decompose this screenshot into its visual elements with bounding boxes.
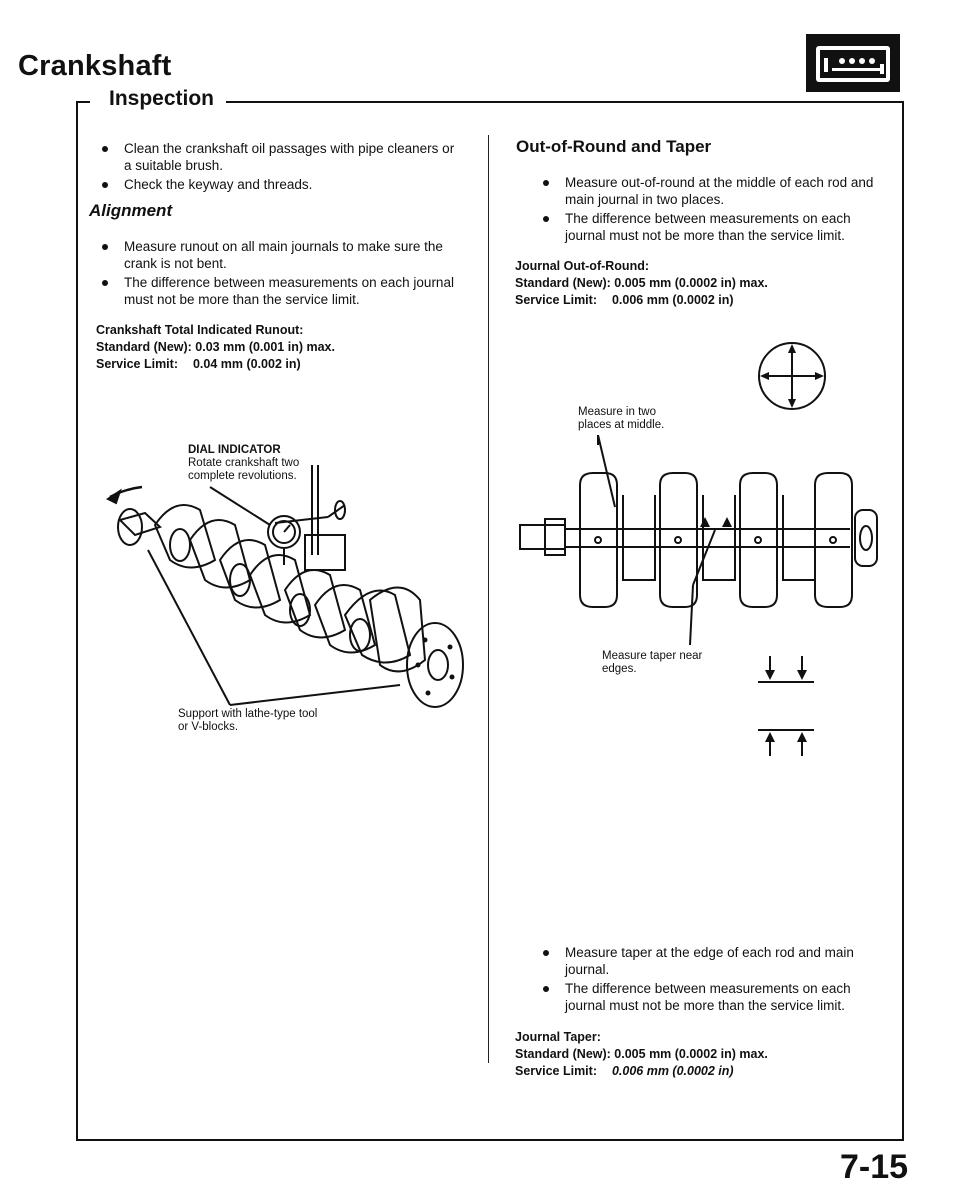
frame-line: [76, 1139, 904, 1141]
spec-service: [515, 292, 895, 309]
list-item: Measure runout on all main journals to make sure the crank is not bent.: [100, 238, 465, 272]
out-of-round-section: [541, 174, 885, 246]
list-item: Measure taper at the edge of each rod and main journal.: [541, 944, 885, 978]
list-item: The difference between measurements on each journal must not be more than the service limit.: [100, 274, 465, 308]
alignment-section: [100, 238, 465, 310]
spec-standard: Standard (New): 0.005 mm (0.0002 in) max.: [515, 276, 768, 290]
measure-two-places-icon: [754, 338, 830, 414]
spec-title: Crankshaft Total Indicated Runout:: [96, 323, 304, 337]
column-divider: [488, 135, 489, 1063]
alignment-list: [100, 238, 465, 308]
spec-service: [96, 356, 476, 373]
spec-service-label: Service Limit:: [515, 1064, 597, 1078]
taper-arrows-down-icon: [752, 650, 832, 690]
alignment-heading: Alignment: [89, 201, 173, 220]
dial-indicator-label: DIAL INDICATOR: [188, 444, 281, 456]
left-column: [100, 140, 465, 195]
out-of-round-list: [541, 174, 885, 244]
middle-note: Measure in two places at middle.: [578, 406, 665, 431]
spec-service: [515, 1063, 895, 1080]
spec-standard: Standard (New): 0.005 mm (0.0002 in) max.: [515, 1047, 768, 1061]
taper-section: [541, 944, 885, 1016]
spec-service-label: Service Limit:: [96, 357, 178, 371]
crankshaft-side-figure: [505, 435, 890, 650]
frame-line: [76, 101, 90, 103]
list-item: Clean the crankshaft oil passages with pipe cleaners or a suitable brush.: [100, 140, 465, 174]
frame-line: [222, 101, 904, 103]
out-of-round-heading: Out-of-Round and Taper: [516, 137, 712, 156]
spec-standard: Standard (New): 0.03 mm (0.001 in) max.: [96, 340, 335, 354]
crankshaft-alignment-figure: [100, 465, 480, 740]
spec-title: Journal Out-of-Round:: [515, 259, 649, 273]
frame-line: [902, 101, 904, 1141]
list-item: Measure out-of-round at the middle of each rod and main journal in two places.: [541, 174, 885, 208]
taper-list: [541, 944, 885, 1014]
page-number: 7-15: [840, 1148, 909, 1186]
support-note: Support with lathe-type tool or V-blocks.: [178, 708, 318, 733]
dial-indicator-note: Rotate crankshaft two complete revolutions.: [188, 457, 300, 482]
section-title: Inspection: [97, 87, 226, 111]
runout-spec: [96, 322, 476, 373]
out-of-round-spec: [515, 258, 895, 309]
engine-icon: [806, 34, 900, 92]
list-item: The difference between measurements on each journal must not be more than the service limit.: [541, 210, 885, 244]
page-title: Crankshaft: [18, 50, 172, 82]
spec-service-label: Service Limit:: [515, 293, 597, 307]
taper-spec: [515, 1029, 895, 1080]
cleaning-list: [100, 140, 465, 193]
spec-service-value: 0.006 mm (0.0002 in): [611, 1064, 734, 1078]
taper-note: Measure taper near edges.: [602, 650, 703, 675]
spec-service-value: 0.04 mm (0.002 in): [192, 357, 301, 371]
list-item: The difference between measurements on each journal must not be more than the service limit.: [541, 980, 885, 1014]
taper-arrows-up-icon: [752, 722, 832, 762]
spec-service-value: 0.006 mm (0.0002 in): [611, 293, 734, 307]
frame-line: [76, 101, 78, 1141]
list-item: Check the keyway and threads.: [100, 176, 465, 193]
spec-title: Journal Taper:: [515, 1030, 601, 1044]
